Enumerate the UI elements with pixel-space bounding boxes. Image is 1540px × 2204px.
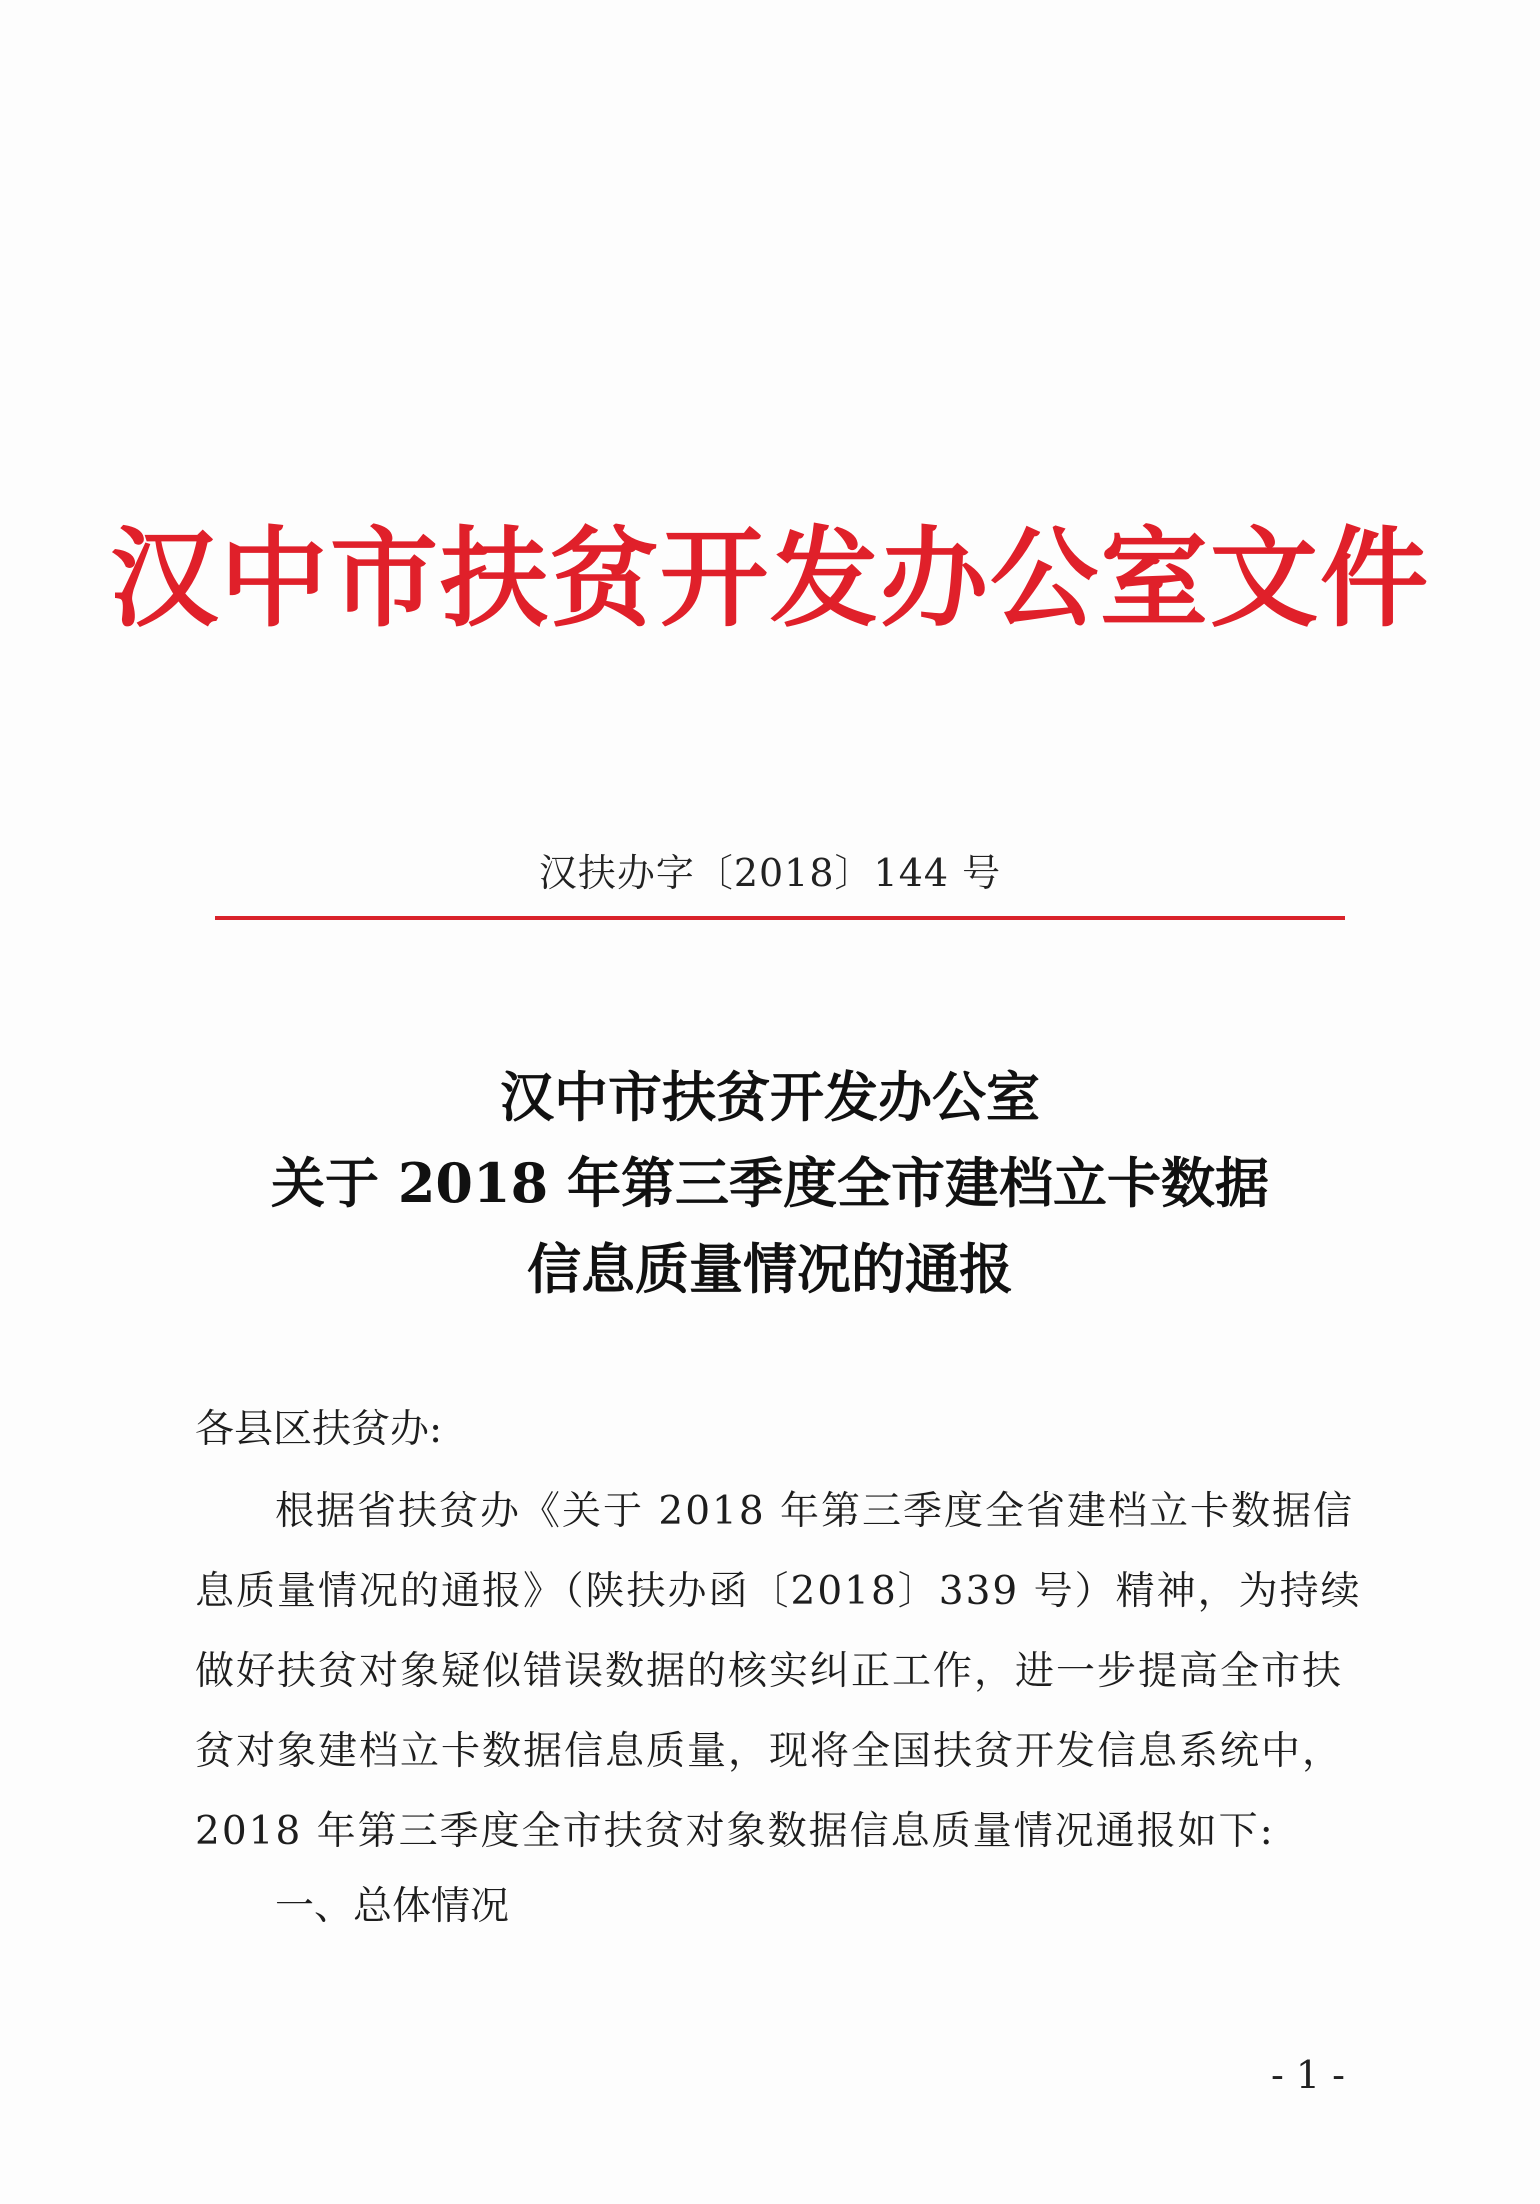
title-line-1: 汉中市扶贫开发办公室 [500, 1065, 1040, 1129]
body-line-2: 息质量情况的通报》（陕扶办函〔2018〕339 号）精神，为持续 [195, 1569, 1362, 1614]
page-number: - 1 - [1270, 2053, 1345, 2097]
issuing-organization-header: 汉中市扶贫开发办公室文件 [109, 516, 1430, 642]
salutation: 各县区扶贫办: [195, 1407, 443, 1452]
red-divider-line [215, 916, 1345, 920]
body-paragraph [195, 1472, 1362, 1872]
title-line-3: 信息质量情况的通报 [527, 1237, 1013, 1301]
document-number: 汉扶办字〔2018〕144 号 [538, 851, 1002, 895]
section-heading: 一、总体情况 [275, 1884, 510, 1929]
body-line-4: 贫对象建档立卡数据信息质量，现将全国扶贫开发信息系统中， [195, 1729, 1344, 1774]
document-title [0, 1054, 1540, 1312]
title-line-2: 关于 2018 年第三季度全市建档立卡数据 [271, 1151, 1269, 1215]
body-line-5: 2018 年第三季度全市扶贫对象数据信息质量情况通报如下: [195, 1809, 1275, 1854]
body-line-1: 根据省扶贫办《关于 2018 年第三季度全省建档立卡数据信 [275, 1489, 1355, 1534]
body-line-3: 做好扶贫对象疑似错误数据的核实纠正工作，进一步提高全市扶 [195, 1649, 1344, 1694]
